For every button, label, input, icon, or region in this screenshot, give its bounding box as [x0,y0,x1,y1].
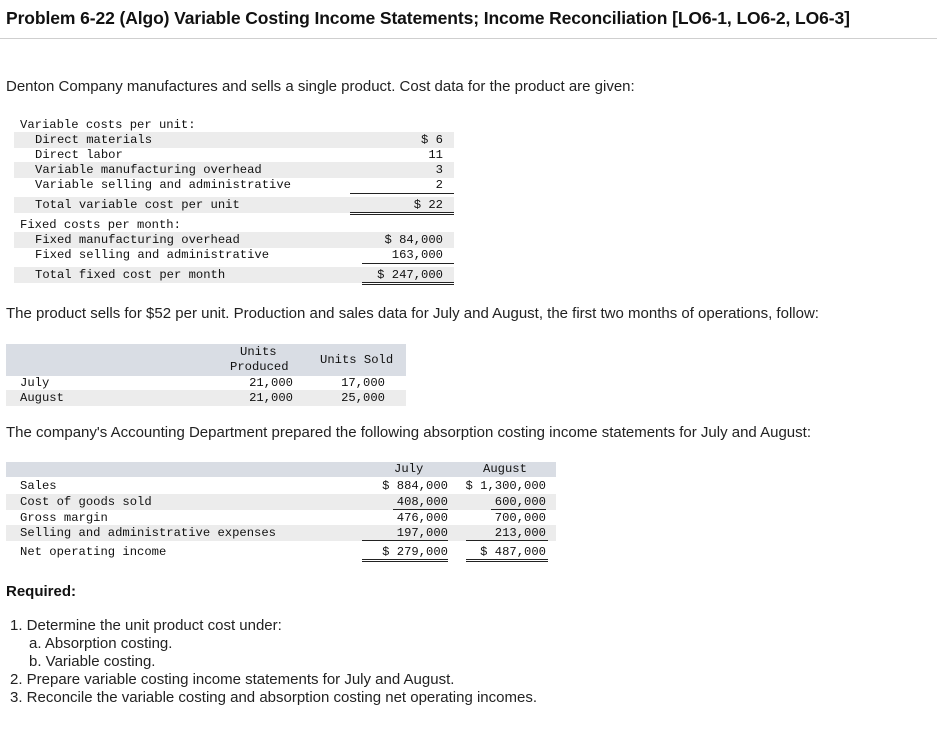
production-row-august [6,390,406,406]
units-produced-value: 21,000 [249,376,293,390]
col-august: August [483,462,527,476]
august-value: $ 487,000 [480,545,546,559]
fixed-costs-header: Fixed costs per month: [20,218,181,232]
col-units-sold: Units Sold [320,353,394,367]
income-statement-paragraph: The company's Accounting Department prepared the following absorption costing income statements for July and August: [6,424,811,441]
cost-value: 163,000 [391,248,443,262]
cost-label: Direct materials [35,133,153,147]
month-label: August [20,391,64,405]
total-double-underline-top [466,559,548,560]
problem-title: Problem 6-22 (Algo) Variable Costing Income Statements; Income Reconciliation [LO6-1, LO6-2, LO6-3] [6,8,850,28]
income-label: Sales [20,479,57,493]
july-value: $ 884,000 [382,479,448,493]
july-value: 197,000 [396,526,448,540]
absorption-income-statement-table [6,462,556,562]
total-double-underline-bottom [362,561,448,562]
total-double-underline-top [362,559,448,560]
income-row-selling-admin [6,525,556,541]
income-table-header [6,462,556,477]
income-label: Cost of goods sold [20,495,152,509]
cost-row-variable-mfg-overhead [14,162,454,178]
cost-label: Variable selling and administrative [35,178,291,192]
cost-label: Fixed manufacturing overhead [35,233,240,247]
requirement-3: 3. Reconcile the variable costing and absorption costing net operating incomes. [10,689,537,706]
units-produced-value: 21,000 [249,391,293,405]
july-value: 408,000 [396,495,448,509]
income-label: Net operating income [20,545,167,559]
variable-costs-header: Variable costs per unit: [20,118,196,132]
subtotal-underline [362,540,448,541]
cost-value: $ 22 [413,198,443,212]
august-value: $ 1,300,000 [465,479,546,493]
requirement-1: 1. Determine the unit product cost under: [10,617,282,634]
cost-value: 3 [435,163,443,177]
total-double-underline-top [350,212,454,213]
cost-data-table [14,117,454,287]
august-value: 700,000 [494,511,546,525]
cost-row-fixed-selling-admin [14,247,454,263]
production-table-header [6,344,406,376]
cost-row-direct-labor [14,147,454,163]
cost-value: $ 6 [421,133,443,147]
variable-costs-header-row [14,117,454,133]
subtotal-underline [350,193,454,194]
august-value: 213,000 [494,526,546,540]
subtotal-underline [466,540,548,541]
requirement-1b: b. Variable costing. [29,653,156,670]
requirement-1a: a. Absorption costing. [29,635,173,652]
subtotal-underline [362,263,454,264]
income-label: Selling and administrative expenses [20,526,276,540]
requirement-2: 2. Prepare variable costing income statements for July and August. [10,671,455,688]
income-row-gross-margin [6,510,556,526]
total-double-underline-top [362,282,454,283]
intro-paragraph: Denton Company manufactures and sells a single product. Cost data for the product are given: [6,78,635,95]
col-units-produced-line2: Produced [230,360,289,374]
cost-value: $ 84,000 [384,233,443,247]
income-row-net-operating-income [6,544,556,560]
cost-row-fixed-mfg-overhead [14,232,454,248]
cost-label: Total fixed cost per month [35,268,226,282]
units-sold-value: 17,000 [341,376,385,390]
cost-value: 2 [435,178,443,192]
title-divider [0,38,937,39]
cost-value: $ 247,000 [377,268,443,282]
fixed-costs-header-row [14,217,454,233]
cost-value: 11 [428,148,443,162]
cost-label: Total variable cost per unit [35,198,240,212]
production-paragraph: The product sells for $52 per unit. Production and sales data for July and August, the first two months of operations, follow: [6,305,819,322]
units-sold-value: 25,000 [341,391,385,405]
income-row-sales [6,478,556,494]
cost-row-direct-materials [14,132,454,148]
cost-label: Direct labor [35,148,123,162]
production-row-july [6,375,406,391]
cost-row-total-variable [14,197,454,213]
cost-row-variable-selling-admin [14,177,454,193]
total-double-underline-bottom [362,284,454,285]
month-label: July [20,376,50,390]
income-label: Gross margin [20,511,108,525]
production-sales-table [6,344,406,408]
july-value: $ 279,000 [382,545,448,559]
total-double-underline-bottom [466,561,548,562]
july-value: 476,000 [396,511,448,525]
col-july: July [394,462,424,476]
income-row-cogs [6,494,556,510]
cost-label: Fixed selling and administrative [35,248,270,262]
col-units-produced-line1: Units [240,345,277,359]
august-value: 600,000 [494,495,546,509]
cost-row-total-fixed [14,267,454,283]
required-heading: Required: [6,583,77,600]
total-double-underline-bottom [350,214,454,215]
cost-label: Variable manufacturing overhead [35,163,262,177]
